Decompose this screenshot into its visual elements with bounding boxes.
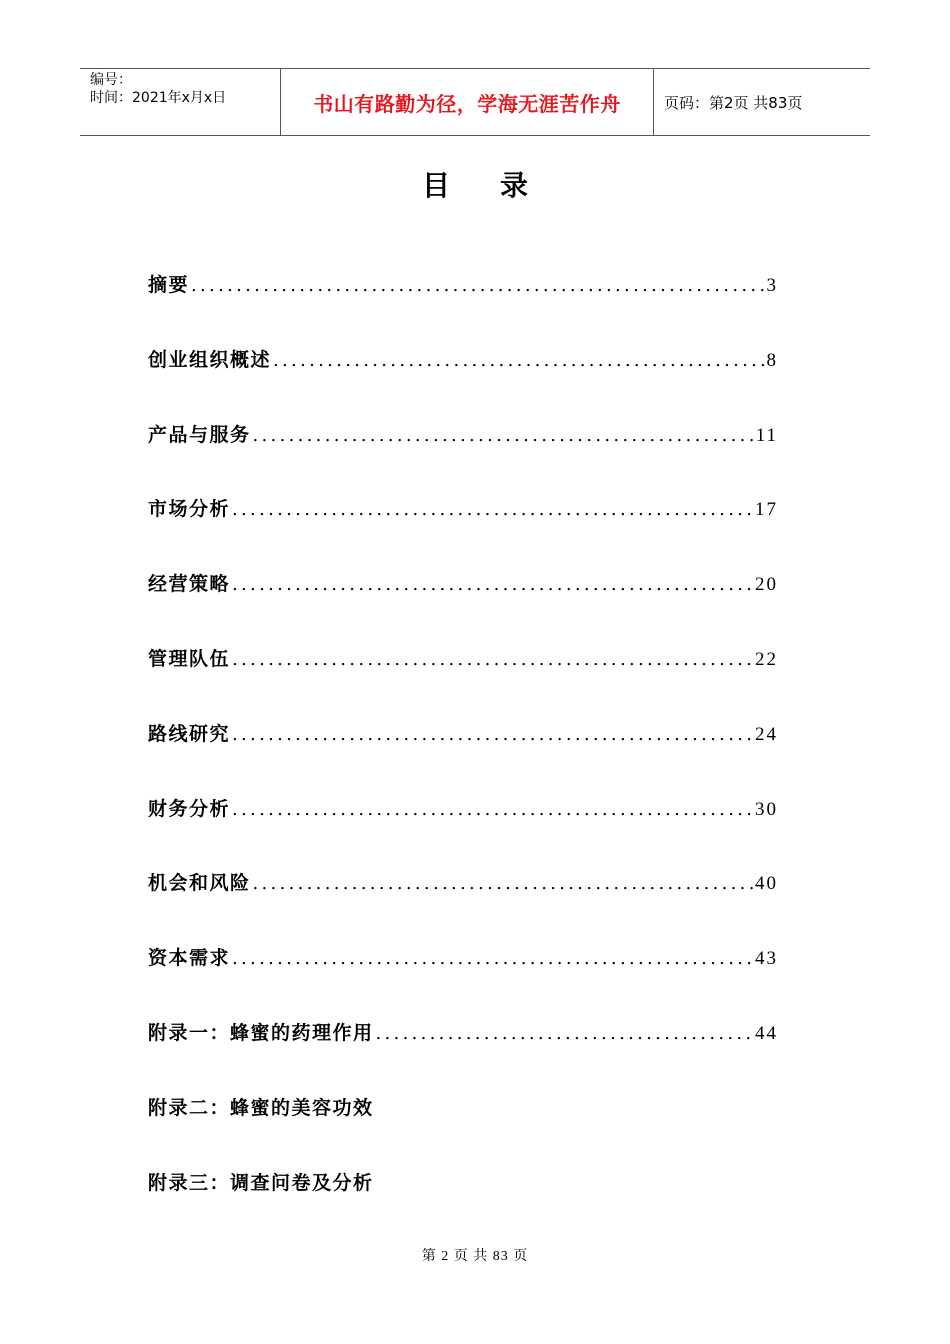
toc-leader-dots [230,493,753,527]
toc-entry-page: 20 [755,574,778,596]
toc-entry[interactable] [148,418,778,493]
toc-leader-dots [230,793,753,827]
document-number-label: 编号： [90,72,132,88]
header-meta [80,69,281,135]
toc-entry-page: 40 [755,873,778,895]
toc-entry-page: 17 [755,499,778,521]
toc-entry-page: 22 [755,648,778,670]
toc-leader-dots [230,568,753,602]
toc-entry-page: 30 [755,798,778,820]
page-title: 目录 [421,169,578,202]
toc-entry-label: 财务分析 [148,797,231,820]
page-header [80,68,870,136]
toc-entry-page: 43 [755,948,778,970]
header-page-info: 页码：第2页 共83页 [664,93,803,112]
toc-entry[interactable] [148,492,778,567]
toc-entry[interactable] [148,268,778,343]
toc-entry-page: 44 [755,1022,778,1044]
toc-leader-dots [271,344,764,378]
document-date: 时间：2021年x月x日 [90,90,227,106]
toc-entry-label: 经营策略 [148,573,231,596]
header-motto: 书山有路勤为径，学海无涯苦作舟 [281,69,654,135]
table-of-contents [148,268,778,1240]
toc-entry-page: 8 [766,349,778,371]
toc-entry[interactable] [148,1016,778,1091]
toc-entry[interactable] [148,567,778,642]
toc-entry-page: 24 [755,723,778,745]
toc-entry-label: 机会和风险 [148,872,251,895]
toc-entry[interactable] [148,642,778,717]
page-footer: 第 2 页 共 83 页 [421,1249,529,1264]
toc-leader-dots [230,942,753,976]
toc-entry-label: 资本需求 [148,947,231,970]
toc-entry-label: 附录三：调查问卷及分析 [148,1171,374,1194]
toc-entry[interactable] [148,717,778,792]
toc-entry[interactable] [148,866,778,941]
toc-entry-label: 产品与服务 [148,423,251,446]
toc-leader-dots [251,867,753,901]
toc-leader-dots [251,419,754,453]
toc-entry[interactable] [148,792,778,867]
toc-entry[interactable] [148,941,778,1016]
toc-entry-label: 附录二：蜂蜜的美容功效 [148,1096,374,1119]
toc-entry-label: 路线研究 [148,722,231,745]
toc-entry[interactable] [148,343,778,418]
toc-entry-label: 管理队伍 [148,647,231,670]
toc-entry-label: 创业组织概述 [148,348,272,371]
toc-entry-label: 附录一：蜂蜜的药理作用 [148,1021,374,1044]
toc-leader-dots [230,643,753,677]
toc-leader-dots [230,718,753,752]
toc-leader-dots [189,269,764,303]
toc-entry[interactable] [148,1166,778,1241]
toc-entry-label: 摘要 [148,274,190,296]
toc-entry[interactable] [148,1091,778,1166]
toc-entry-page: 3 [766,275,778,296]
toc-entry-label: 市场分析 [148,498,231,521]
toc-leader-dots [374,1017,753,1051]
toc-entry-page: 11 [755,424,778,446]
